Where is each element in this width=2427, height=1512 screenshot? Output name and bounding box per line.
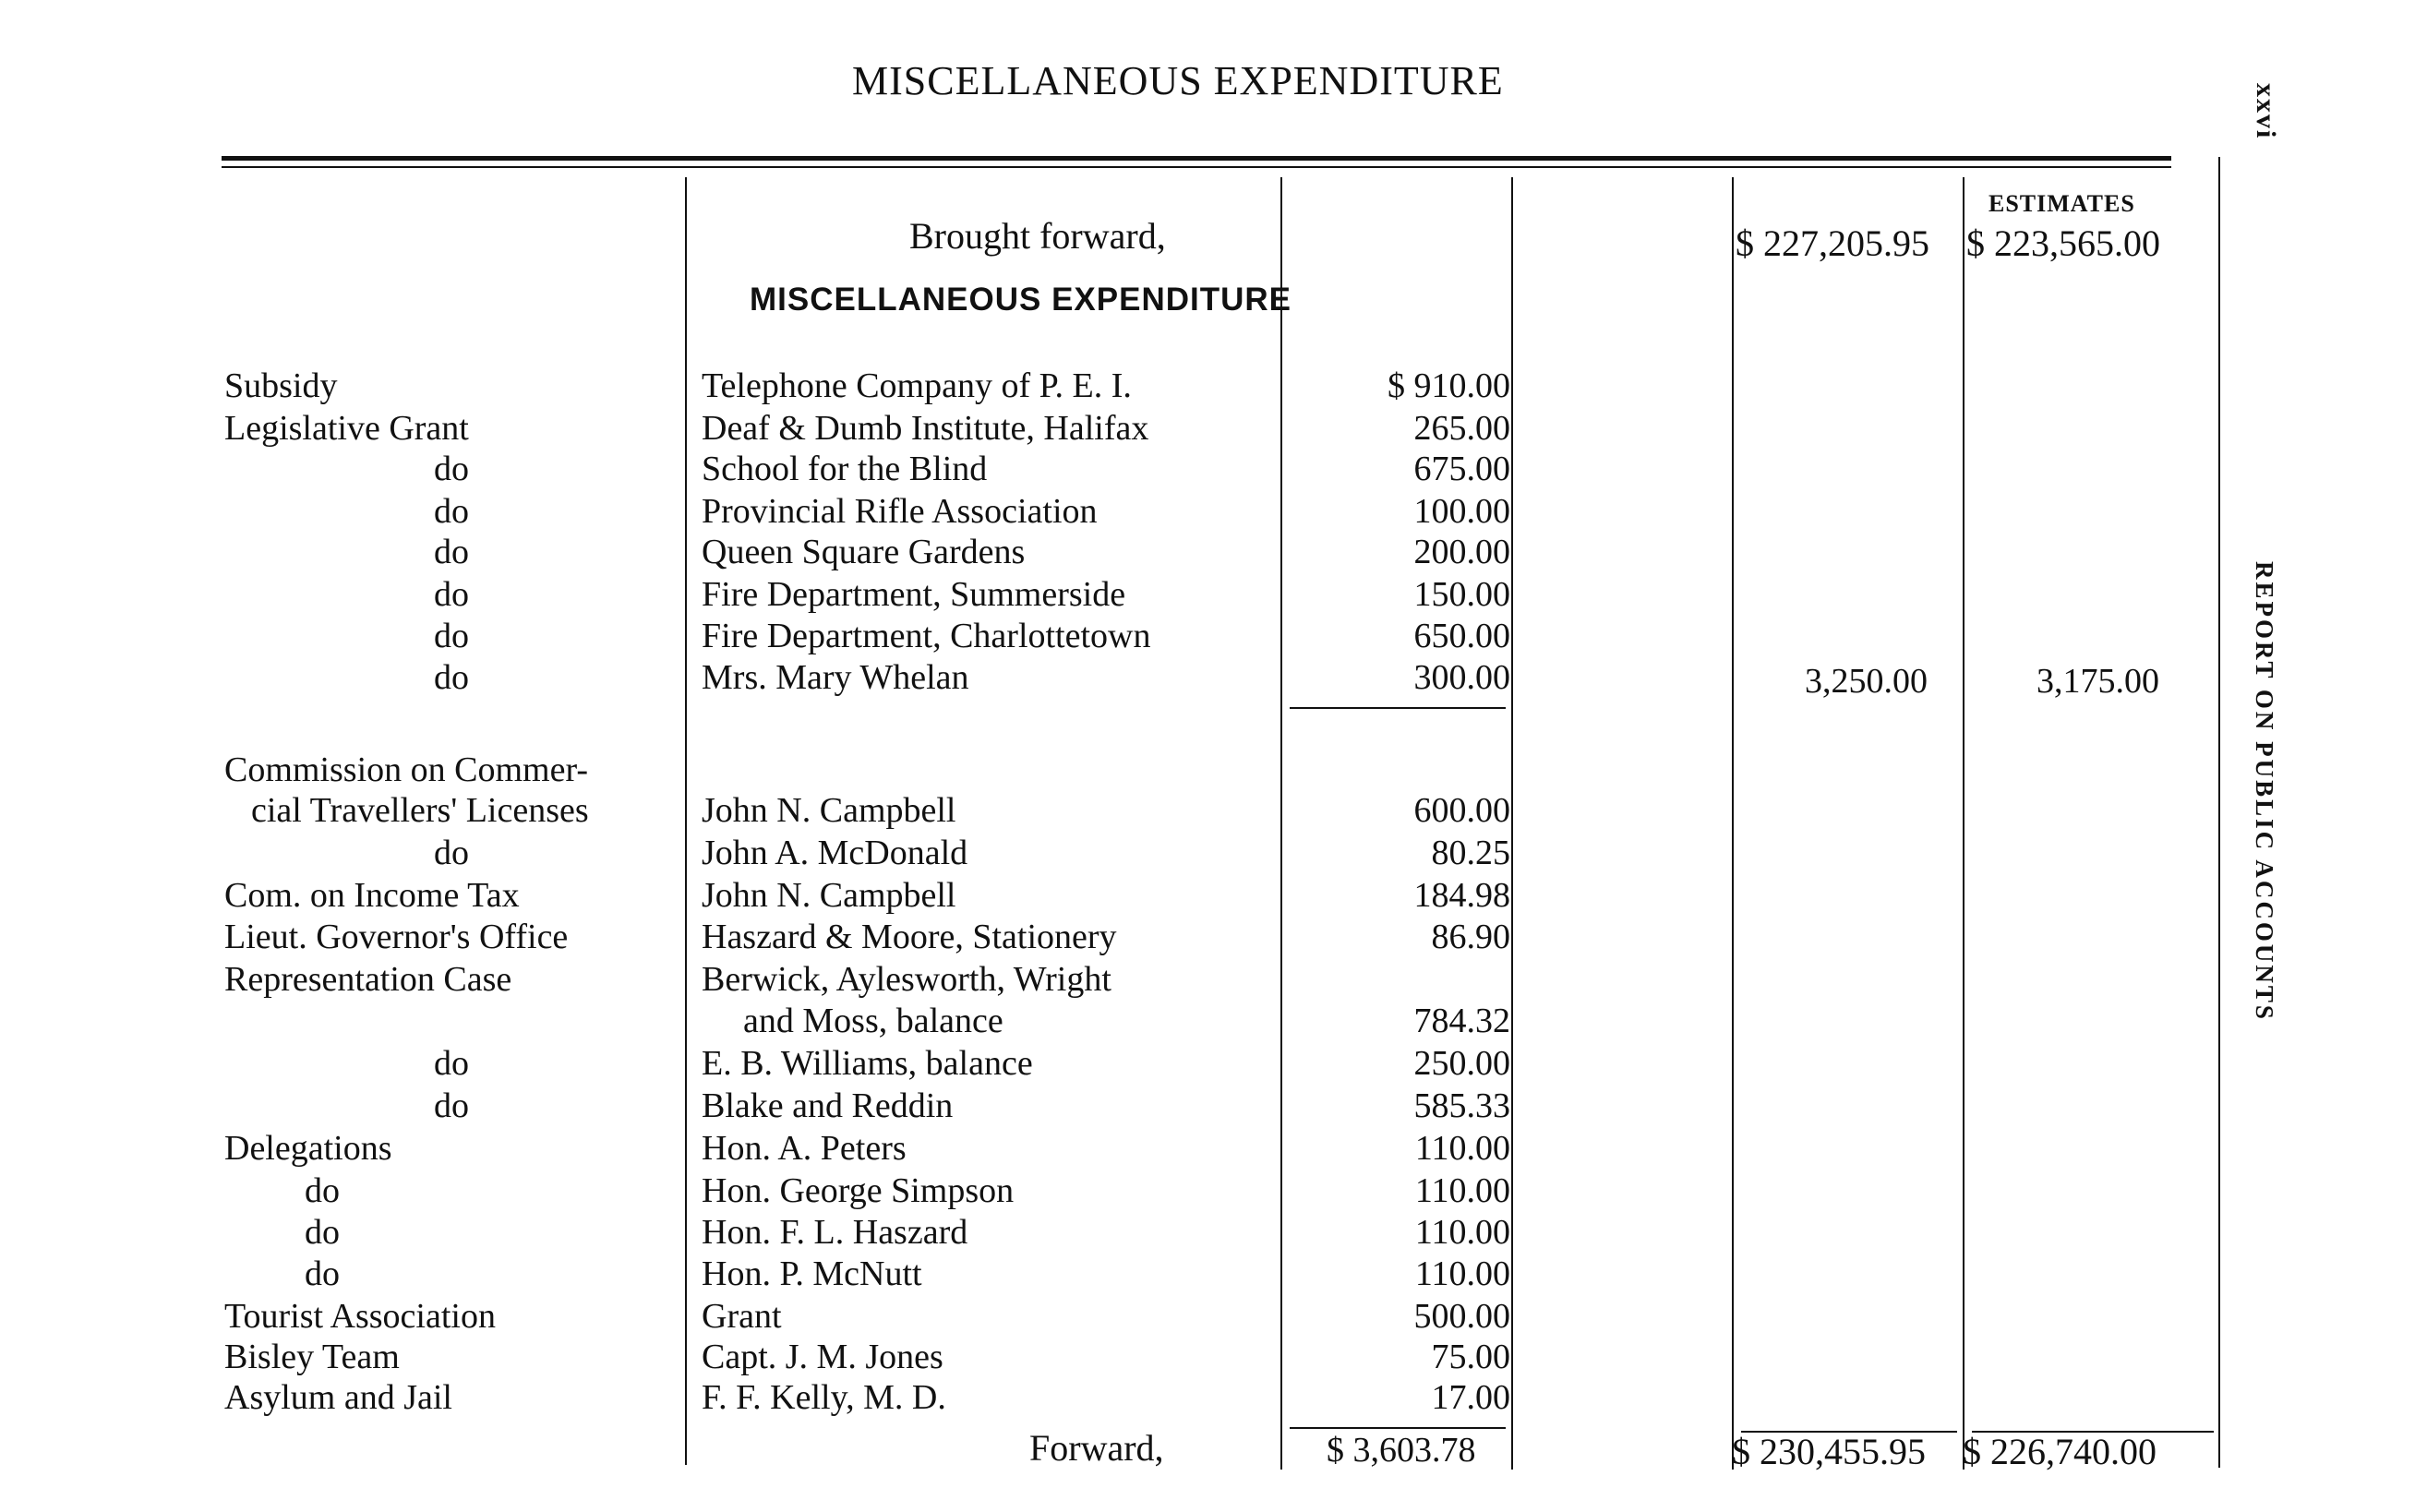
row-category: do: [434, 834, 469, 872]
table-row: [0, 657, 2427, 700]
table-row: [0, 1170, 2427, 1213]
row-amount: 300.00: [1413, 658, 1510, 697]
row-amount: 110.00: [1414, 1213, 1510, 1252]
row-amount: 80.25: [1431, 834, 1510, 872]
row-amount: 150.00: [1413, 575, 1510, 614]
row-amount: 500.00: [1413, 1297, 1510, 1336]
row-amount: 184.98: [1413, 876, 1510, 915]
row-amount: 585.33: [1413, 1086, 1510, 1125]
row-amount: 675.00: [1413, 450, 1510, 488]
table-row: [0, 616, 2427, 658]
page-number: xxvi: [2251, 83, 2281, 140]
row-category: Delegations: [224, 1129, 392, 1168]
table-row: [0, 408, 2427, 450]
row-payee: Provincial Rifle Association: [702, 492, 1098, 531]
brought-forward-estimates: $ 223,565.00: [1966, 222, 2160, 264]
brought-forward-label: Brought forward,: [909, 215, 1166, 257]
row-payee: Fire Department, Summerside: [702, 575, 1126, 614]
row-category: Lieut. Governor's Office: [224, 918, 569, 956]
row-payee: Haszard & Moore, Stationery: [702, 918, 1117, 956]
table-row: [0, 1001, 2427, 1043]
page-title: MISCELLANEOUS EXPENDITURE: [852, 58, 1504, 103]
table-row: [0, 750, 2427, 792]
header-rule-thin: [222, 166, 2171, 168]
row-category: do: [434, 575, 469, 614]
table-row: [0, 449, 2427, 491]
row-category: do: [305, 1213, 340, 1252]
forward-amount: $ 3,603.78: [1327, 1431, 1476, 1470]
row-payee: School for the Blind: [702, 450, 988, 488]
row-amount: $ 910.00: [1388, 366, 1510, 405]
table-row: [0, 1377, 2427, 1420]
row-amount: 110.00: [1414, 1171, 1510, 1210]
table-row: [0, 833, 2427, 875]
table-row: [0, 532, 2427, 574]
row-category: Tourist Association: [224, 1297, 496, 1336]
row-category: do: [434, 1044, 469, 1083]
row-payee: Mrs. Mary Whelan: [702, 658, 969, 697]
row-amount: 110.00: [1414, 1254, 1510, 1293]
forward-rule-amount: [1290, 1427, 1506, 1429]
row-amount: 250.00: [1413, 1044, 1510, 1083]
row-category: Bisley Team: [224, 1338, 400, 1376]
row-amount: 86.90: [1431, 918, 1510, 956]
row-category: do: [305, 1171, 340, 1210]
table-row: [0, 1296, 2427, 1338]
row-payee: Hon. F. L. Haszard: [702, 1213, 968, 1252]
row-amount: 600.00: [1413, 791, 1510, 830]
table-row: [0, 1128, 2427, 1170]
table-row: [0, 875, 2427, 918]
row-payee: John A. McDonald: [702, 834, 968, 872]
row-amount: 265.00: [1413, 409, 1510, 448]
row-payee: E. B. Williams, balance: [702, 1044, 1033, 1083]
row-amount: 100.00: [1413, 492, 1510, 531]
row-payee: F. F. Kelly, M. D.: [702, 1378, 946, 1417]
table-row: [0, 917, 2427, 959]
table-row: [0, 1212, 2427, 1254]
section-heading: MISCELLANEOUS EXPENDITURE: [750, 282, 1292, 318]
row-payee: John N. Campbell: [702, 791, 956, 830]
row-amount: 200.00: [1413, 533, 1510, 571]
row-payee: Hon. A. Peters: [702, 1129, 907, 1168]
row-amount: 650.00: [1413, 617, 1510, 655]
row-category: Subsidy: [224, 366, 338, 405]
row-category: Asylum and Jail: [224, 1378, 452, 1417]
forward-total: $ 230,455.95: [1732, 1431, 1926, 1472]
row-category: Legislative Grant: [224, 409, 469, 448]
row-payee: Berwick, Aylesworth, Wright: [702, 960, 1111, 999]
row-payee: Blake and Reddin: [702, 1086, 954, 1125]
table-row: [0, 959, 2427, 1002]
forward-label: Forward,: [1029, 1427, 1164, 1469]
subtotal-rule: [1290, 707, 1506, 709]
row-payee: Fire Department, Charlottetown: [702, 617, 1151, 655]
table-row: [0, 366, 2427, 408]
row-amount: 75.00: [1431, 1338, 1510, 1376]
side-running-title: REPORT ON PUBLIC ACCOUNTS: [2251, 561, 2278, 1022]
row-category: Commission on Commer-: [224, 750, 589, 789]
row-category: do: [434, 1086, 469, 1125]
table-row: [0, 1086, 2427, 1128]
group-one-estimate: 3,175.00: [2037, 662, 2159, 701]
row-payee: Hon. P. McNutt: [702, 1254, 922, 1293]
row-amount: 110.00: [1414, 1129, 1510, 1168]
table-row: [0, 574, 2427, 617]
row-payee: Telephone Company of P. E. I.: [702, 366, 1132, 405]
row-payee: and Moss, balance: [743, 1002, 1003, 1040]
table-row: [0, 1337, 2427, 1379]
row-category: Representation Case: [224, 960, 512, 999]
row-amount: 17.00: [1431, 1378, 1510, 1417]
group-one-subtotal: 3,250.00: [1805, 662, 1928, 701]
row-category: do: [434, 450, 469, 488]
row-payee: Grant: [702, 1297, 782, 1336]
row-category: do: [434, 492, 469, 531]
header-rule-thick: [222, 156, 2171, 161]
row-category: do: [434, 617, 469, 655]
row-payee: Capt. J. M. Jones: [702, 1338, 943, 1376]
row-amount: 784.32: [1413, 1002, 1510, 1040]
table-row: [0, 1254, 2427, 1296]
row-payee: Deaf & Dumb Institute, Halifax: [702, 409, 1149, 448]
row-category: do: [434, 533, 469, 571]
row-category: cial Travellers' Licenses: [251, 791, 589, 830]
row-category: do: [305, 1254, 340, 1293]
estimates-heading: ESTIMATES: [1988, 190, 2135, 217]
row-payee: Queen Square Gardens: [702, 533, 1026, 571]
row-category: Com. on Income Tax: [224, 876, 520, 915]
row-payee: John N. Campbell: [702, 876, 956, 915]
table-row: [0, 790, 2427, 833]
table-row: [0, 491, 2427, 534]
table-row: [0, 1043, 2427, 1086]
row-payee: Hon. George Simpson: [702, 1171, 1015, 1210]
row-category: do: [434, 658, 469, 697]
brought-forward-total: $ 227,205.95: [1736, 222, 1929, 264]
forward-estimates: $ 226,740.00: [1963, 1431, 2157, 1472]
